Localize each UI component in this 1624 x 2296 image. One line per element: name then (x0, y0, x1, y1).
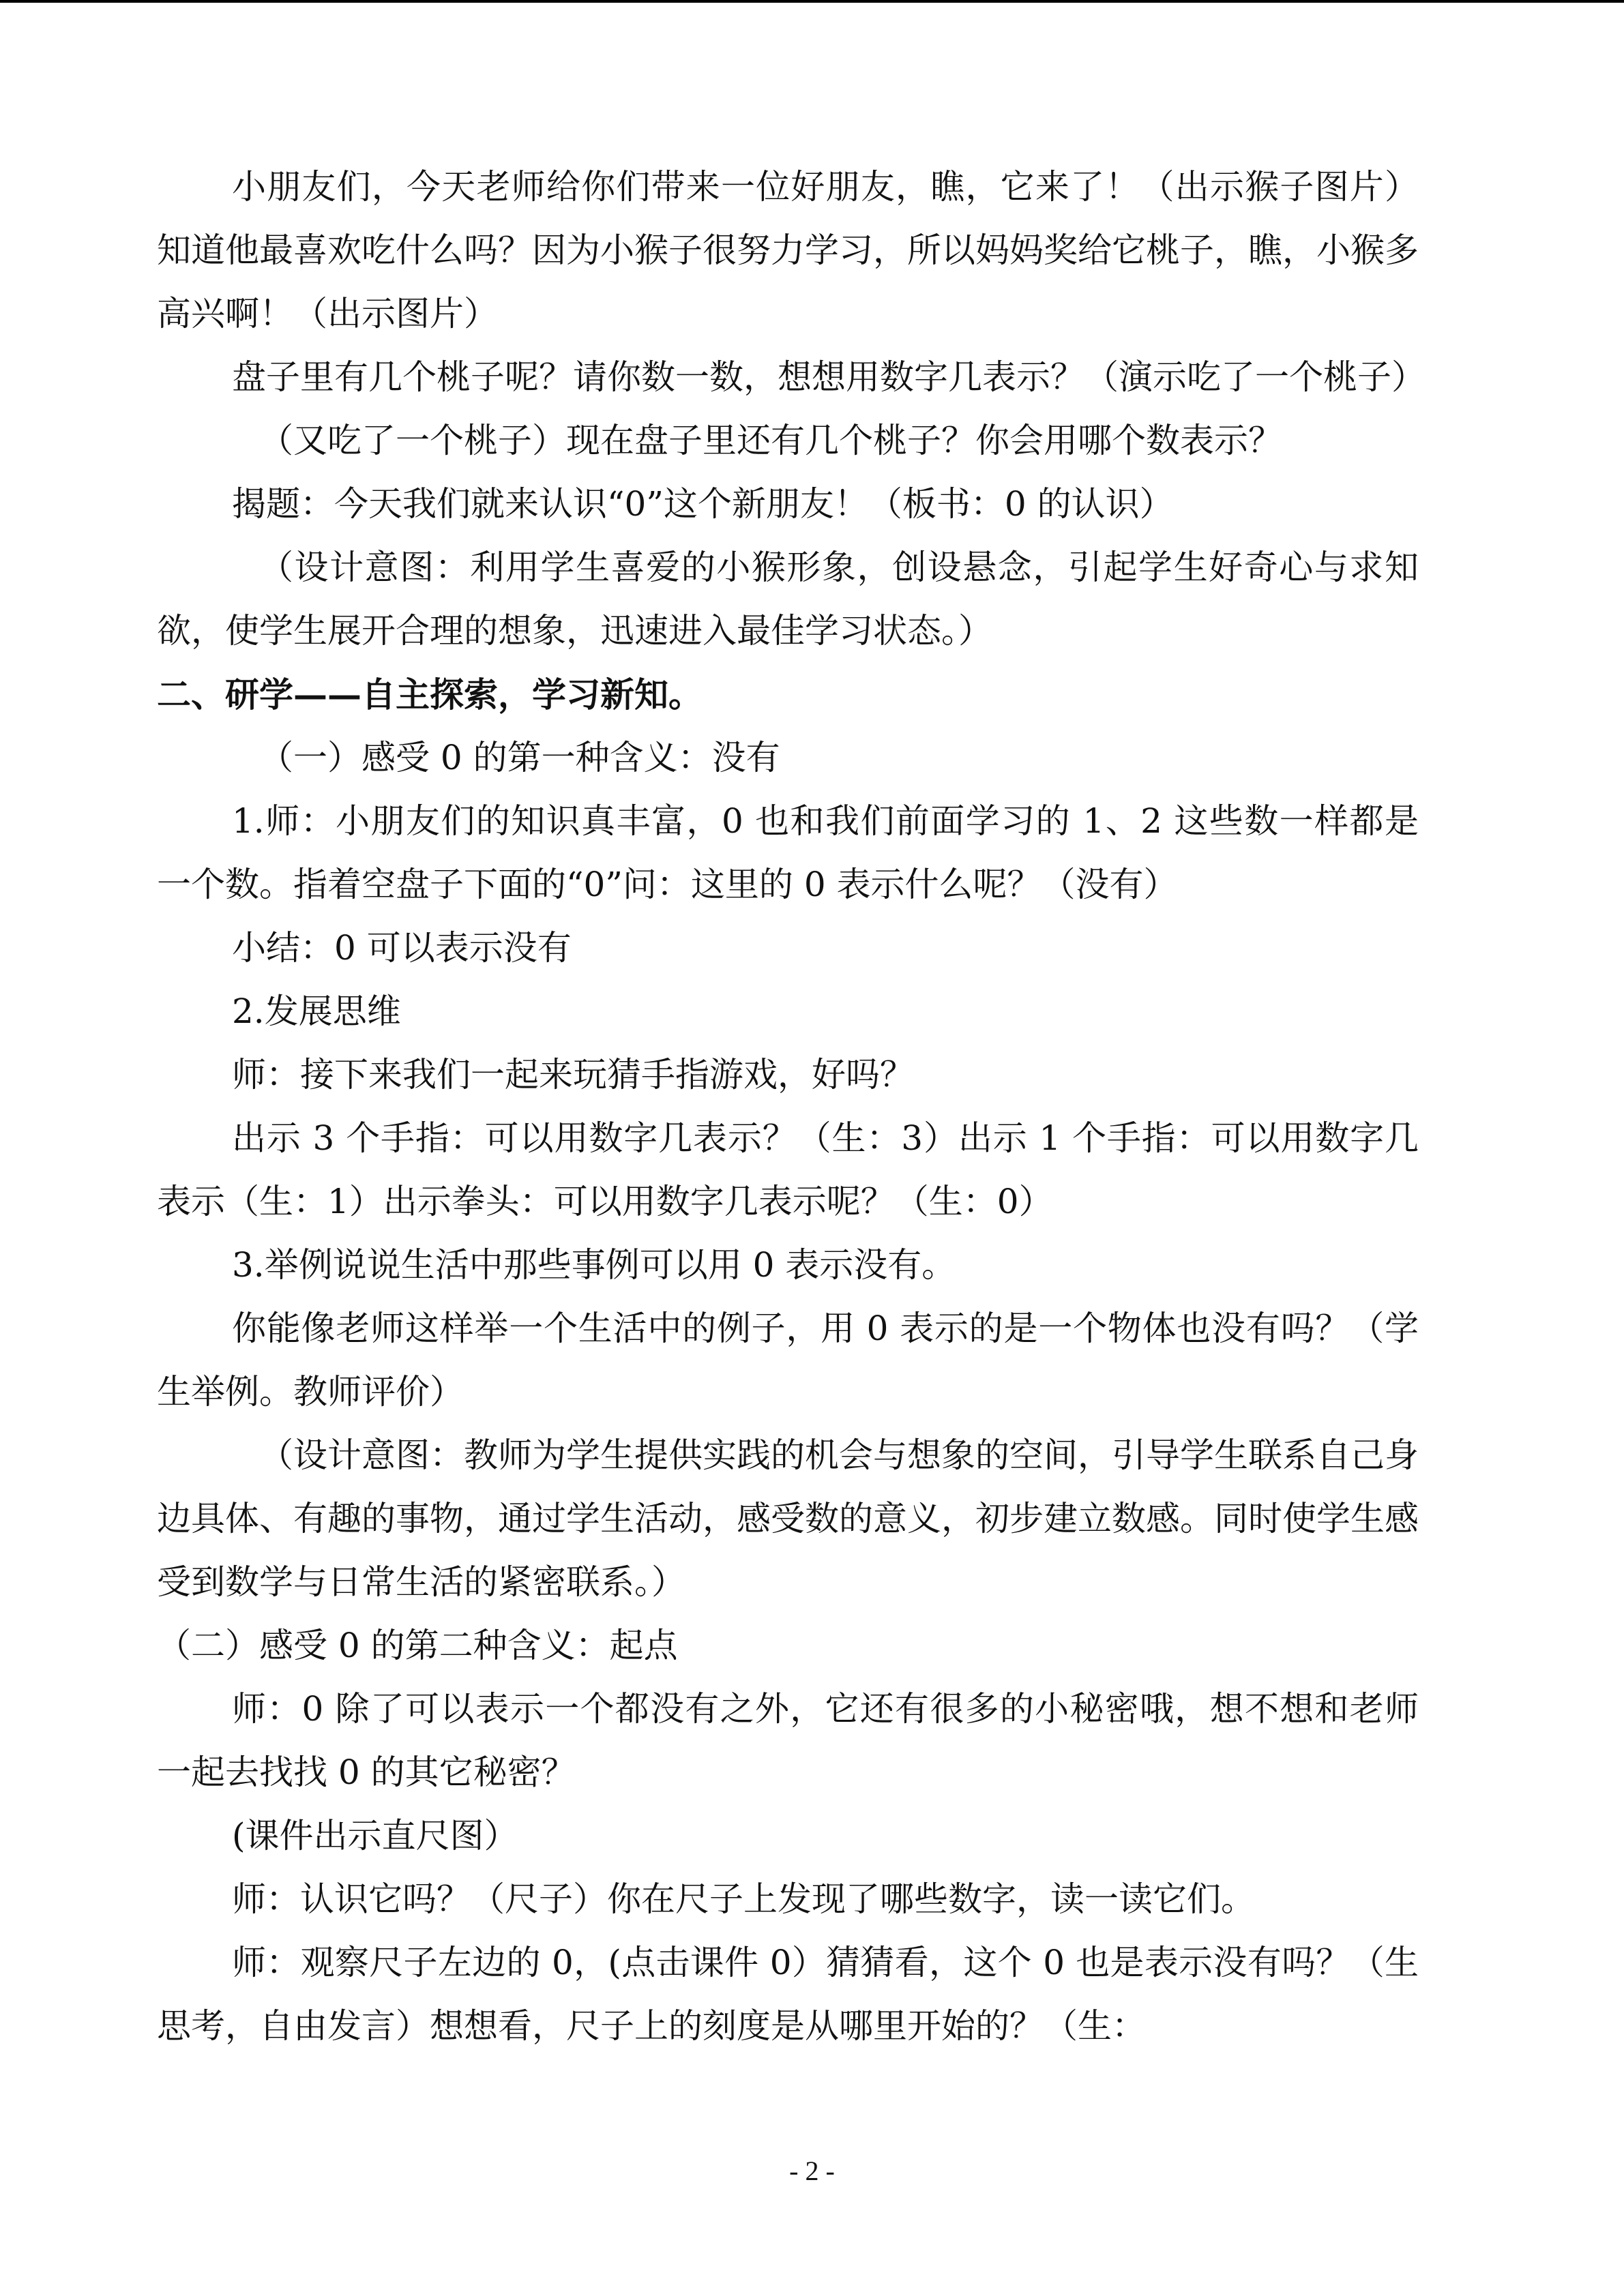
page-top-border (0, 0, 1624, 3)
paragraph: 小结：0 可以表示没有 (232, 928, 572, 968)
section-heading: 二、研学——自主探索，学习新知。 (157, 674, 703, 715)
paragraph: 师：0 除了可以表示一个都没有之外，它还有很多的小秘密哦，想不想和老师一起去找找 0 的其它秘密？ (157, 1689, 1419, 1792)
paragraph: 小朋友们，今天老师给你们带来一位好朋友，瞧，它来了！（出示猴子图片）知道他最喜欢吃什么吗？因为小猴子很努力学习，所以妈妈奖给它桃子，瞧，小猴多高兴啊！（出示图片） (157, 167, 1419, 333)
paragraph: 盘子里有几个桃子呢？请你数一数，想想用数字几表示？（演示吃了一个桃子） (232, 357, 1426, 397)
paragraph: 1.师：小朋友们的知识真丰富，0 也和我们前面学习的 1、2 这些数一样都是一个数。指着空盘子下面的“0”问：这里的 0 表示什么呢？（没有） (157, 801, 1419, 904)
paragraph: (课件出示直尺图） (232, 1816, 518, 1855)
paragraph: （设计意图：利用学生喜爱的小猴形象，创设悬念，引起学生好奇心与求知欲，使学生展开合理的想象，迅速进入最佳学习状态。） (157, 548, 1419, 651)
page-number: - 2 - (789, 2156, 835, 2186)
subsection-heading: （二）感受 0 的第二种含义：起点 (157, 1626, 678, 1665)
paragraph: 出示 3 个手指：可以用数字几表示？（生：3）出示 1 个手指：可以用数字几表示（生：1）出示拳头：可以用数字几表示呢？（生：0） (157, 1118, 1419, 1221)
paragraph: 师：接下来我们一起来玩猜手指游戏，好吗？ (232, 1055, 914, 1094)
paragraph: 2.发展思维 (232, 992, 401, 1031)
paragraph: 师：认识它吗？（尺子）你在尺子上发现了哪些数字，读一读它们。 (232, 1879, 1255, 1919)
document-body (157, 155, 1426, 2058)
subsection-heading: （一）感受 0 的第一种含义：没有 (259, 738, 780, 777)
paragraph: 揭题：今天我们就来认识“0”这个新朋友！（板书：0 的认识） (232, 484, 1174, 524)
paragraph: 师：观察尺子左边的 0，(点击课件 0）猜猜看，这个 0 也是表示没有吗？（生思考，自由发言）想想看，尺子上的刻度是从哪里开始的？（生： (157, 1943, 1419, 2046)
paragraph: 你能像老师这样举一个生活中的例子，用 0 表示的是一个物体也没有吗？（学生举例。教师评价） (157, 1309, 1419, 1412)
paragraph: （又吃了一个桃子）现在盘子里还有几个桃子？你会用哪个数表示？ (259, 421, 1282, 460)
paragraph: 3.举例说说生活中那些事例可以用 0 表示没有。 (232, 1245, 956, 1285)
paragraph: （设计意图：教师为学生提供实践的机会与想象的空间，引导学生联系自己身边具体、有趣的事物，通过学生活动，感受数的意义，初步建立数感。同时使学生感受到数学与日常生活的紧密联系。） (157, 1435, 1419, 1602)
